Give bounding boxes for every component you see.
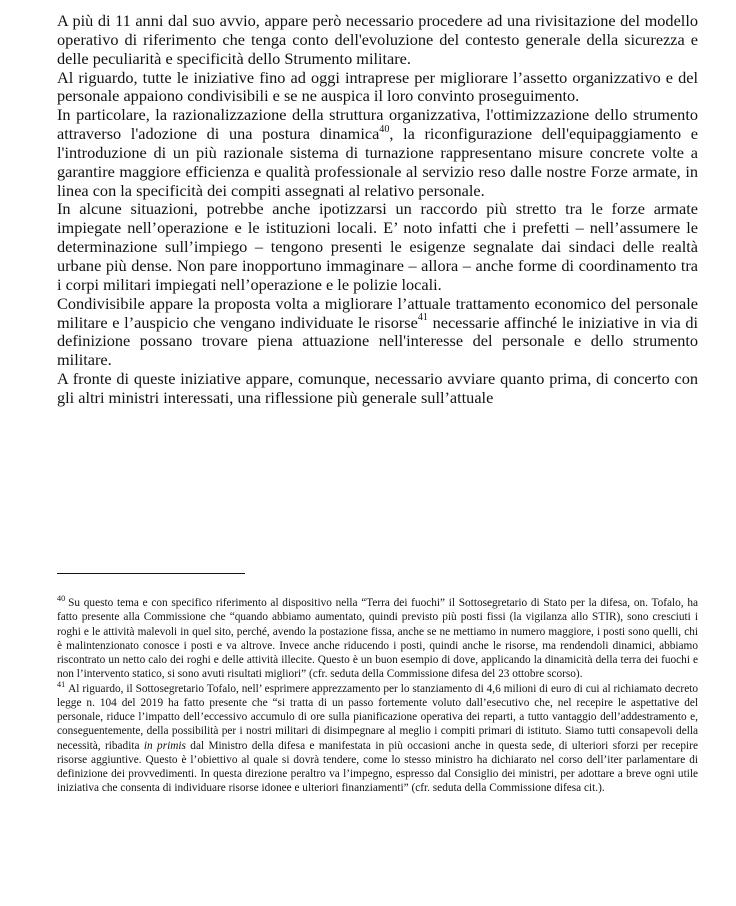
footnote-separator (57, 573, 245, 574)
paragraph (57, 370, 698, 408)
body-text (57, 12, 698, 408)
paragraph-text: In particolare, la razionalizzazione della struttura organizzativa, l'ottimizzazione dello strumento attraverso l'adozione di una postura dinamica (57, 105, 698, 144)
paragraph-text: A fronte di queste iniziative appare, comunque, necessario avviare quanto prima, di concerto con gli altri ministri interessati, una riflessione più generale sull’attuale (57, 369, 698, 407)
footnote-reference[interactable]: 41 (417, 312, 428, 324)
paragraph-text: In alcune situazioni, potrebbe anche ipotizzarsi un raccordo più stretto tra le forze armate impiegate nell’operazione e le istituzioni locali. E’ noto infatti che i prefetti – nell’assumere le determinazione sull’impiego – tengono presenti le esigenze segnalate dai sindaci delle realtà urbane più dense. Non pare inopportuno immaginare – allora – anche forme di coordinamento tra i corpi militari impiegati nell’operazione e le polizie locali. (57, 199, 698, 294)
paragraph-text: A più di 11 anni dal suo avvio, appare però necessario procedere ad una rivisitazione del modello operativo di riferimento che tenga conto dell'evoluzione del contesto generale della sicurezza e delle peculiarità e specificità dello Strumento militare. (57, 11, 698, 68)
footnote-text: Su questo tema e con specifico riferimento al dispositivo nella “Terra dei fuochi” il Sottosegretario di Stato per la difesa, on. Tofalo, ha fatto presente alla Commissione che “quando abbiamo aumentato, quindi previsto più posti fissi (la vigilanza allo STIR), sono cresciuti i roghi e le attività malevoli in quel sito, perché, avendo la postazione fissa, anche se ne mettiamo in numero maggiore, i posti sono quelli, chi è malintenzionato conosce i posti e va altrove. Invece anche riducendo i posti, quindi anche le risorse, ma rendendoli dinamici, abbiamo riscontrato un netto calo dei roghi e delle attività illecite. Questo è un buon esempio di dove, applicando la dinamicità della terra dei fuochi e non l’intervento statico, si sono avuti risultati migliori” (cfr. seduta della Commissione difesa del 23 ottobre scorso). (57, 597, 698, 681)
paragraph-text: Condivisibile appare la proposta volta a migliorare l’attuale trattamento economico del personale militare e l’auspicio che vengano individuate le risorse (57, 293, 698, 332)
footnote-text: dal Ministro della difesa e manifestata in più occasioni anche in questa sede, di ulteriori sforzi per recepire risorse aggiuntive. Questo è l’obiettivo al quale si dovrà tendere, come lo stesso ministro ha dichiarato nel corso dell’iter parlamentare di definizione dei provvedimenti. In questa direzione peraltro va l’impegno, espresso dal Consiglio dei ministri, per adottare a breve ogni utile iniziativa che consenta di individuare risorse idonee e ulteriori finanziamenti” (cfr. seduta della Commissione difesa cit.). (57, 739, 698, 795)
footnote-italic-text: in primis (143, 739, 186, 752)
paragraph (57, 12, 698, 69)
footnote-text: Al riguardo, il Sottosegretario Tofalo, nell’ esprimere apprezzamento per lo stanziamento di 4,6 milioni di euro di cui al richiamato decreto legge n. 104 del 2019 ha fatto presente che “si tratta di un passo fortemente voluto dall’esecutivo che, nel recepire le aspettative del personale, riduce l’impatto dell’eccessivo accumulo di ore sulla pianificazione operativa dei reparti, a tutto vantaggio dell’addestramento e, conseguentemente, della possibilità per i nostri militari di disimpegnare al meglio i compiti primari di istituto. Siamo tutti consapevoli della necessità, ribadita (57, 682, 698, 752)
paragraph-text: necessarie affinché le iniziative in via di definizione possano trovare piena attuazione nell'interesse del personale e dello strumento militare. (57, 312, 698, 370)
footnote (57, 596, 698, 682)
paragraph (57, 106, 698, 200)
footnote (57, 679, 698, 796)
footnote-number: 40 (57, 594, 66, 604)
paragraph (57, 69, 698, 107)
footnote-number: 41 (57, 679, 66, 689)
paragraph (57, 200, 698, 294)
footnotes (57, 596, 698, 796)
footnote-reference[interactable]: 40 (379, 123, 390, 135)
paragraph-text: Al riguardo, tutte le iniziative fino ad oggi intraprese per migliorare l’assetto organizzativo e del personale appaiono condivisibili e se ne auspica il loro convinto proseguimento. (57, 67, 698, 106)
paragraph (57, 295, 698, 370)
paragraph-text: , la riconfigurazione dell'equipaggiamento e l'introduzione di un più razionale sistema di turnazione rappresentano misure concrete volte a garantire maggiore efficienza e qualità professionale al servizio reso dalle nostre Forze armate, in linea con la specificità dei compiti assegnati al relativo personale. (57, 124, 698, 200)
